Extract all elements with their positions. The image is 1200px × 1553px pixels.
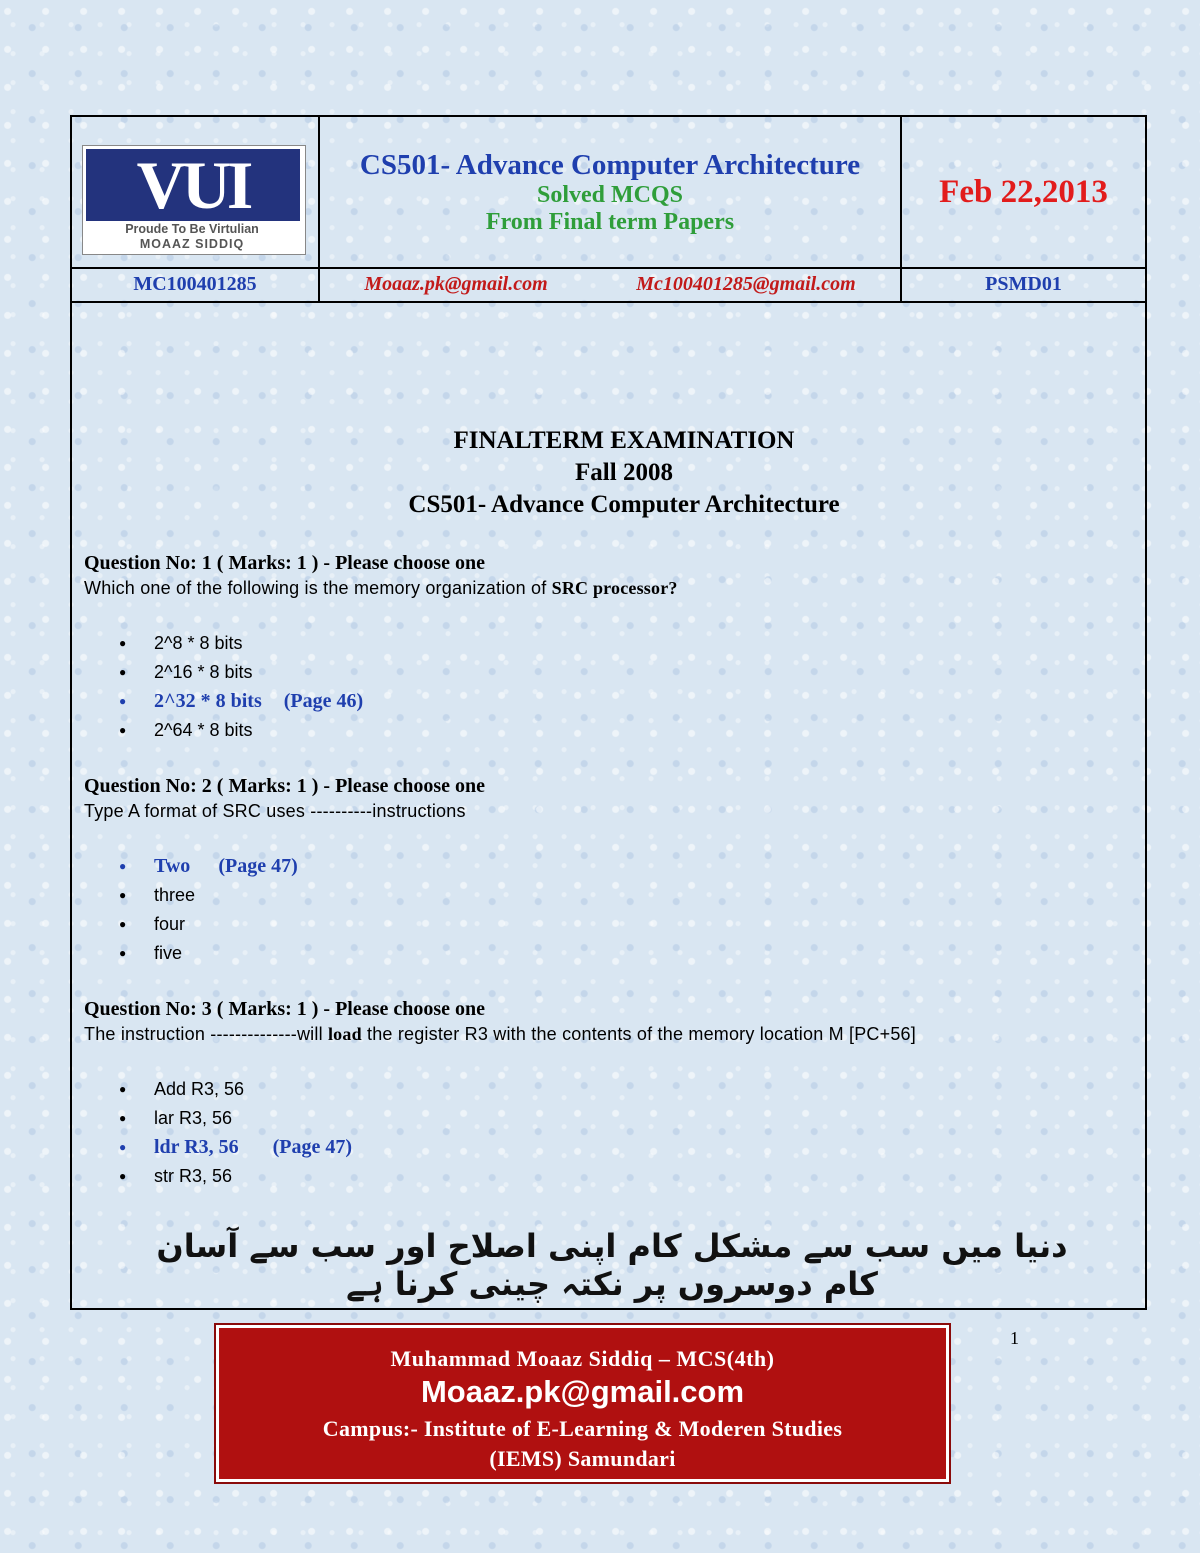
- question-text-part: the register R3 with the contents of the memory location M [PC+56]: [361, 1024, 916, 1044]
- question-text-part: Type A format of SRC uses ----------instructions: [84, 801, 466, 821]
- option-item-answer: [84, 852, 1124, 881]
- option-item-answer: [84, 1133, 1124, 1162]
- footer-author: Muhammad Moaaz Siddiq – MCS(4th): [390, 1346, 775, 1371]
- option-label: 2^32 * 8 bits: [154, 690, 262, 712]
- date-label: Feb 22,2013: [939, 173, 1108, 210]
- option-label: four: [154, 914, 186, 934]
- exam-course: CS501- Advance Computer Architecture: [408, 491, 840, 518]
- question-text-bold: load: [327, 1024, 362, 1044]
- subheader-row: [72, 267, 1145, 303]
- id-cell: [72, 267, 318, 301]
- answer-page-ref: (Page 46): [283, 690, 364, 712]
- code-cell: [902, 267, 1145, 301]
- page-frame: [70, 115, 1147, 1310]
- option-item: [84, 939, 1124, 968]
- option-label: lar R3, 56: [154, 1108, 233, 1128]
- footer-campus: Campus:- Institute of E-Learning & Moderen Studies: [322, 1416, 843, 1441]
- option-list: [84, 1075, 1124, 1191]
- question-text: [84, 1022, 1124, 1047]
- logo-band: [86, 149, 300, 221]
- option-label: five: [154, 943, 183, 963]
- vu-logo: [82, 145, 306, 255]
- question-3: [84, 997, 1124, 1191]
- option-list: [84, 852, 1124, 968]
- footer-email[interactable]: Moaaz.pk@gmail.com: [420, 1374, 745, 1409]
- answer-page-ref: (Page 47): [218, 855, 298, 877]
- option-item: [84, 910, 1124, 939]
- student-id: MC100401285: [133, 272, 257, 295]
- footer-campus-city: (IEMS) Samundari: [489, 1446, 676, 1471]
- option-label: ldr R3, 56: [154, 1136, 239, 1158]
- paper-code: PSMD01: [985, 272, 1062, 295]
- logo-letters: VUI: [136, 147, 250, 223]
- option-label: 2^16 * 8 bits: [154, 662, 253, 682]
- question-text-part: The instruction --------------will: [84, 1024, 328, 1044]
- subtitle-solved: Solved MCQS: [536, 181, 683, 208]
- exam-title: FINALTERM EXAMINATION: [453, 427, 795, 454]
- option-item-answer: [84, 687, 1124, 716]
- option-label: 2^8 * 8 bits: [154, 633, 243, 653]
- header-row: [72, 117, 1145, 269]
- page-number: 1: [1010, 1328, 1019, 1348]
- option-item: [84, 881, 1124, 910]
- question-title: Question No: 2 ( Marks: 1 ) - Please choose one: [84, 775, 486, 797]
- question-text-part: Which one of the following is the memory organization of: [84, 578, 552, 598]
- subtitle-final: From Final term Papers: [485, 208, 735, 235]
- urdu-quote: دنیا میں سب سے مشکل کام اپنی اصلاح اور سب سے آسان کام دوسروں پر نکتہ چینی کرنا ہے: [156, 1227, 1068, 1303]
- option-label: str R3, 56: [154, 1166, 233, 1186]
- option-item: [84, 1162, 1124, 1191]
- option-item: [84, 1075, 1124, 1104]
- header-title-cell: [320, 117, 900, 267]
- exam-heading: [354, 425, 894, 521]
- question-title: Question No: 1 ( Marks: 1 ) - Please choose one: [84, 552, 486, 574]
- exam-term: Fall 2008: [575, 459, 673, 486]
- question-text-bold: SRC processor?: [551, 578, 678, 598]
- header-date-cell: [902, 117, 1145, 267]
- question-text: [84, 799, 1124, 824]
- option-label: Two: [154, 855, 191, 877]
- question-2: [84, 774, 1124, 968]
- option-label: Add R3, 56: [154, 1079, 245, 1099]
- option-list: [84, 629, 1124, 745]
- email-cell: [320, 267, 900, 301]
- option-item: [84, 658, 1124, 687]
- answer-page-ref: (Page 47): [272, 1136, 353, 1158]
- email-link-1[interactable]: Moaaz.pk@gmail.com: [364, 272, 548, 295]
- question-text: [84, 576, 1124, 601]
- option-label: 2^64 * 8 bits: [154, 720, 253, 740]
- email-link-2[interactable]: Mc100401285@gmail.com: [636, 272, 856, 295]
- question-title: Question No: 3 ( Marks: 1 ) - Please choose one: [84, 998, 486, 1020]
- question-1: [84, 551, 1124, 745]
- option-label: three: [154, 885, 196, 905]
- option-item: [84, 716, 1124, 745]
- logo-tagline: Proude To Be Virtulian: [125, 222, 259, 236]
- option-item: [84, 629, 1124, 658]
- option-item: [84, 1104, 1124, 1133]
- course-title: CS501- Advance Computer Architecture: [359, 148, 861, 181]
- logo-name: MOAAZ SIDDIQ: [139, 237, 245, 251]
- author-footer: [216, 1325, 949, 1482]
